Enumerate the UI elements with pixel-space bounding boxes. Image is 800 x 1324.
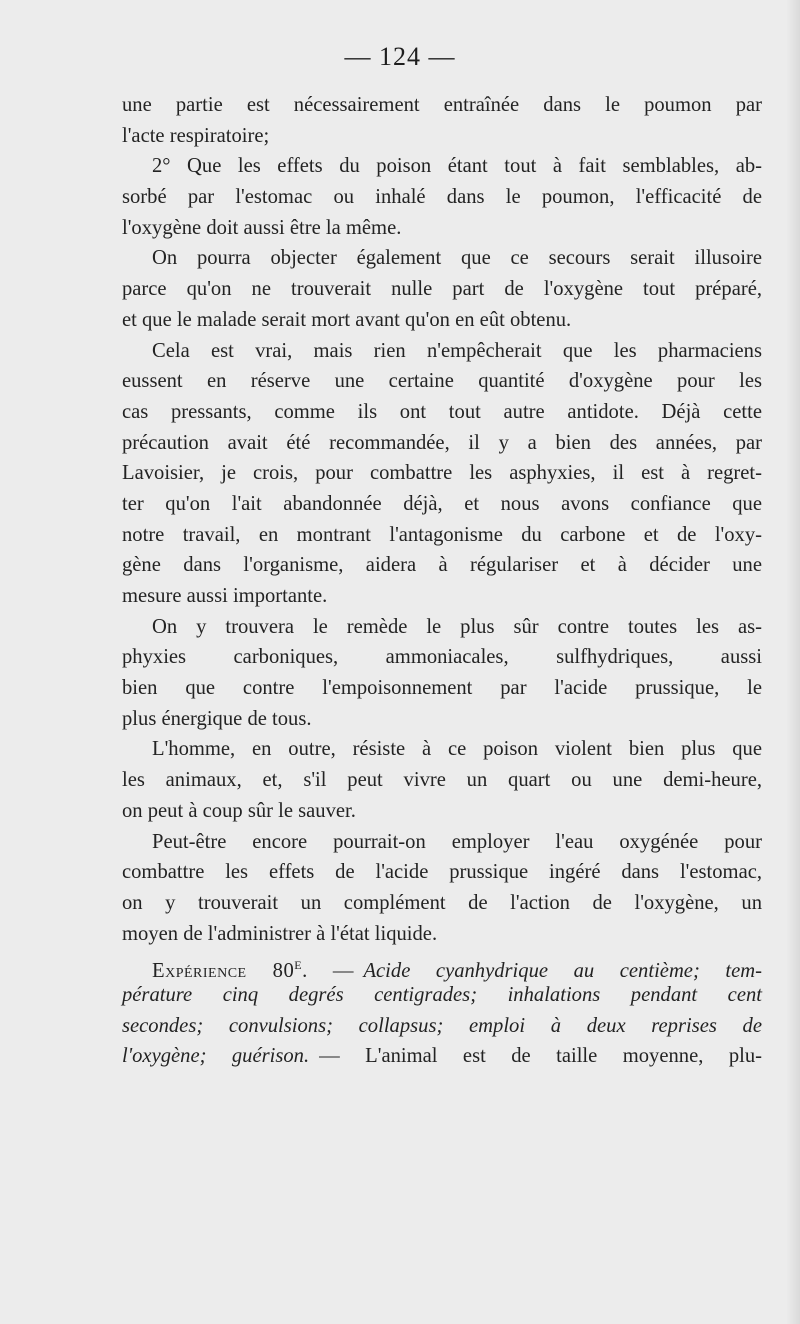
text-line: notre travail, en montrant l'antagonisme du carbone et de l'oxy- xyxy=(122,523,762,546)
body-text xyxy=(122,90,762,1072)
experience-last-line xyxy=(122,1041,762,1072)
text-line: 2° Que les effets du poison étant tout à fait semblables, ab- xyxy=(152,155,762,178)
experience-italic-line: secondes; convulsions; collapsus; emploi à deux reprises de xyxy=(122,1014,762,1037)
text-line: gène dans l'organisme, aidera à régulariser et à décider une xyxy=(122,554,762,577)
experience-italic-text: l'oxygène; guérison. xyxy=(122,1045,310,1068)
text-line: plus énergique de tous. xyxy=(122,707,312,730)
text-line: les animaux, et, s'il peut vivre un quart ou une demi-heure, xyxy=(122,769,762,792)
text-line: l'oxygène doit aussi être la même. xyxy=(122,216,402,239)
text-line: parce qu'on ne trouverait nulle part de l'oxygène tout préparé, xyxy=(122,278,762,301)
text-line: une partie est nécessairement entraînée dans le poumon par xyxy=(122,94,762,116)
text-line: Cela est vrai, mais rien n'empêcherait que les pharmaciens xyxy=(152,339,762,362)
text-line: précaution avait été recommandée, il y a bien des années, par xyxy=(122,431,762,454)
text-line: On pourra objecter également que ce secours serait illusoire xyxy=(152,247,762,270)
text-line: sorbé par l'estomac ou inhalé dans le poumon, l'efficacité de xyxy=(122,186,762,209)
text-line: l'acte respiratoire; xyxy=(122,124,270,147)
text-line: eussent en réserve une certaine quantité d'oxygène pour les xyxy=(122,370,762,393)
text-line: et que le malade serait mort avant qu'on en eût obtenu. xyxy=(122,308,572,331)
experience-label-text: Expérience 80 xyxy=(152,960,295,983)
experience-tail-text: — L'animal est de taille moyenne, plu- xyxy=(319,1045,762,1068)
experience-dash: . — xyxy=(302,960,354,983)
page-number: — 124 — xyxy=(344,42,456,71)
text-line: cas pressants, comme ils ont tout autre antidote. Déjà cette xyxy=(122,400,762,423)
text-line: on y trouverait un complément de l'action de l'oxygène, un xyxy=(122,891,762,914)
text-line: moyen de l'administrer à l'état liquide. xyxy=(122,922,438,945)
experience-heading-line xyxy=(122,949,762,983)
text-line: mesure aussi importante. xyxy=(122,585,328,607)
text-line: ter qu'on l'ait abandonnée déjà, et nous avons confiance que xyxy=(122,492,762,515)
experience-italic-line: pérature cinq degrés centigrades; inhalations pendant cent xyxy=(122,983,762,1006)
text-line: Peut-être encore pourrait-on employer l'eau oxygénée pour xyxy=(152,830,762,853)
text-line: on peut à coup sûr le sauver. xyxy=(122,799,356,822)
experience-label xyxy=(152,954,303,983)
text-line: bien que contre l'empoisonnement par l'acide prussique, le xyxy=(122,677,762,700)
text-line: combattre les effets de l'acide prussique ingéré dans l'estomac, xyxy=(122,861,762,884)
experience-italic-text: Acide cyanhydrique au centième; tem- xyxy=(363,960,762,983)
text-line: phyxies carboniques, ammoniacales, sulfhydriques, aussi xyxy=(122,646,762,669)
text-line: On y trouvera le remède le plus sûr contre toutes les as- xyxy=(152,615,762,638)
text-line: Lavoisier, je crois, pour combattre les asphyxies, il est à regret- xyxy=(122,462,762,485)
text-line: L'homme, en outre, résiste à ce poison violent bien plus que xyxy=(152,738,762,761)
experience-label-sup: e xyxy=(294,954,303,974)
